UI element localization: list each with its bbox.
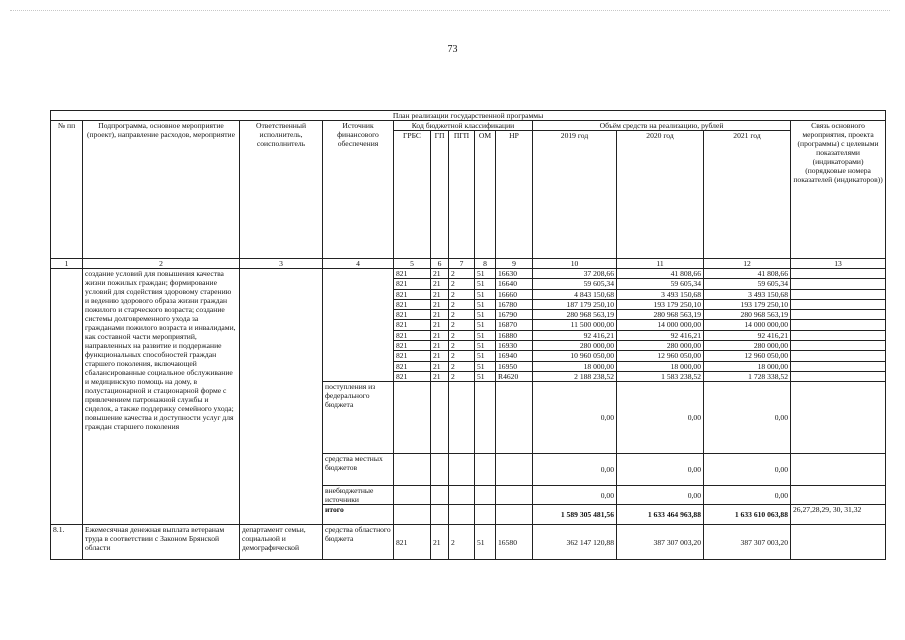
cell-grbs (394, 454, 431, 486)
cell-2021: 280 968 563,19 (704, 310, 791, 320)
col-number: 3 (240, 259, 323, 269)
cell-om: 51 (475, 371, 496, 381)
cell-grbs: 821 (394, 289, 431, 299)
cell-om: 51 (475, 299, 496, 309)
cell-2021: 18 000,00 (704, 361, 791, 371)
continued-description: создание условий для повышения качества жизни пожилых граждан; формирование условий для содействия здоровому старению и ведению здорового образа жизни граждан пожилого и старческого возраста; создание системы долговременного ухода за гражданами пожилого возраста и инвалидами, как составной части мероприятий, направленных на развитие и поддержание функциональных способностей граждан старшего поколения, включающей сбалансированные социальное обслуживание и медицинскую помощь на дому, в полустационарной и стационарной форме с привлечением патронажной службы и сиделок, а также поддержку семейного ухода; повышение качества и доступности услуг для граждан старшего поколения (83, 269, 240, 525)
cell-link (791, 320, 886, 330)
cell-2020: 92 416,21 (617, 330, 704, 340)
cell-gp (431, 382, 449, 454)
item-number (51, 269, 83, 525)
cell-2021: 59 605,34 (704, 279, 791, 289)
cell-grbs: 821 (394, 371, 431, 381)
cell-gp (431, 505, 449, 525)
header-budget-code: Код бюджетной классификации (394, 121, 533, 131)
cell-source: поступления из федерального бюджета (323, 382, 394, 454)
cell-link (791, 341, 886, 351)
cell-2019: 1 589 305 481,56 (533, 505, 617, 525)
cell-pgp (449, 454, 475, 486)
cell-2021: 41 808,66 (704, 269, 791, 279)
cell-2019: 362 147 120,88 (533, 525, 617, 560)
cell-grbs (394, 382, 431, 454)
cell-2021: 0,00 (704, 454, 791, 486)
cell-pgp: 2 (449, 269, 475, 279)
cell-2019: 92 416,21 (533, 330, 617, 340)
header-volume: Объём средств на реализацию, рублей (533, 121, 791, 131)
header-2020: 2020 год (617, 131, 704, 259)
scan-artifact-line (10, 10, 890, 15)
cell-2019: 280 968 563,19 (533, 310, 617, 320)
cell-om: 51 (475, 351, 496, 361)
cell-grbs (394, 505, 431, 525)
cell-2020: 280 000,00 (617, 341, 704, 351)
header-om: ОМ (475, 131, 496, 259)
cell-source: итого (323, 505, 394, 525)
cell-2020: 14 000 000,00 (617, 320, 704, 330)
col-number: 7 (449, 259, 475, 269)
cell-2019: 0,00 (533, 486, 617, 505)
cell-2021: 3 493 150,68 (704, 289, 791, 299)
cell-link (791, 279, 886, 289)
cell-om (475, 486, 496, 505)
cell-2020: 12 960 050,00 (617, 351, 704, 361)
cell-2020: 0,00 (617, 454, 704, 486)
cell-2020: 59 605,34 (617, 279, 704, 289)
cell-link (791, 525, 886, 560)
cell-grbs: 821 (394, 269, 431, 279)
cell-gp: 21 (431, 320, 449, 330)
cell-pgp: 2 (449, 320, 475, 330)
item-responsible (240, 269, 323, 525)
cell-gp (431, 486, 449, 505)
cell-np: 16630 (496, 269, 533, 279)
cell-gp: 21 (431, 310, 449, 320)
header-grbs: ГРБС (394, 131, 431, 259)
plan-table (50, 110, 886, 560)
cell-link: 26,27,28,29, 30, 31,32 (791, 505, 886, 525)
cell-2019: 4 843 150,68 (533, 289, 617, 299)
table-title: План реализации государственной программы (51, 111, 886, 121)
cell-np (496, 454, 533, 486)
cell-link (791, 454, 886, 486)
cell-2020: 193 179 250,10 (617, 299, 704, 309)
cell-om: 51 (475, 361, 496, 371)
cell-2021: 280 000,00 (704, 341, 791, 351)
cell-np (496, 382, 533, 454)
cell-2021: 12 960 050,00 (704, 351, 791, 361)
cell-grbs: 821 (394, 351, 431, 361)
cell-om (475, 382, 496, 454)
cell-grbs: 821 (394, 310, 431, 320)
cell-grbs (394, 486, 431, 505)
cell-gp: 21 (431, 371, 449, 381)
cell-np: 16660 (496, 289, 533, 299)
col-number: 6 (431, 259, 449, 269)
cell-2019: 2 188 238,52 (533, 371, 617, 381)
cell-2021: 92 416,21 (704, 330, 791, 340)
cell-2020: 41 808,66 (617, 269, 704, 279)
cell-gp (431, 454, 449, 486)
cell-2021: 1 633 610 063,88 (704, 505, 791, 525)
cell-link (791, 361, 886, 371)
cell-2019: 10 960 050,00 (533, 351, 617, 361)
cell-2020: 0,00 (617, 382, 704, 454)
cell-pgp (449, 486, 475, 505)
cell-np: R4620 (496, 371, 533, 381)
cell-grbs: 821 (394, 299, 431, 309)
cell-np: 16580 (496, 525, 533, 560)
cell-np: 16870 (496, 320, 533, 330)
cell-gp: 21 (431, 299, 449, 309)
cell-2020: 280 968 563,19 (617, 310, 704, 320)
cell-om: 51 (475, 320, 496, 330)
cell-link (791, 351, 886, 361)
cell-grbs: 821 (394, 361, 431, 371)
cell-grbs: 821 (394, 320, 431, 330)
cell-np (496, 486, 533, 505)
item-source: средства областного бюджета (323, 525, 394, 560)
cell-link (791, 289, 886, 299)
cell-2019: 59 605,34 (533, 279, 617, 289)
cell-2021: 14 000 000,00 (704, 320, 791, 330)
col-number: 9 (496, 259, 533, 269)
header-source: Источник финансового обеспечения (323, 121, 394, 259)
col-number: 1 (51, 259, 83, 269)
col-number: 4 (323, 259, 394, 269)
cell-om (475, 454, 496, 486)
cell-om: 51 (475, 330, 496, 340)
cell-pgp: 2 (449, 330, 475, 340)
cell-link (791, 330, 886, 340)
cell-om: 51 (475, 269, 496, 279)
cell-2019: 280 000,00 (533, 341, 617, 351)
cell-2021: 387 307 003,20 (704, 525, 791, 560)
header-pgp: ПГП (449, 131, 475, 259)
cell-pgp: 2 (449, 310, 475, 320)
cell-gp: 21 (431, 351, 449, 361)
cell-2020: 387 307 003,20 (617, 525, 704, 560)
cell-2021: 193 179 250,10 (704, 299, 791, 309)
cell-link (791, 371, 886, 381)
header-gp: ГП (431, 131, 449, 259)
page-number: 73 (447, 44, 458, 55)
cell-2020: 0,00 (617, 486, 704, 505)
header-subprogram: Подпрограмма, основное мероприятие (проект), направление расходов, мероприятие (83, 121, 240, 259)
cell-link (791, 299, 886, 309)
cell-np: 16930 (496, 341, 533, 351)
col-number: 8 (475, 259, 496, 269)
cell-link (791, 486, 886, 505)
cell-gp: 21 (431, 279, 449, 289)
cell-pgp: 2 (449, 525, 475, 560)
cell-link (791, 310, 886, 320)
cell-grbs: 821 (394, 525, 431, 560)
cell-2019: 11 500 000,00 (533, 320, 617, 330)
cell-pgp (449, 382, 475, 454)
item-number: 8.1. (51, 525, 83, 560)
cell-gp: 21 (431, 341, 449, 351)
cell-2019: 187 179 250,10 (533, 299, 617, 309)
cell-om: 51 (475, 289, 496, 299)
cell-link (791, 269, 886, 279)
cell-2019: 37 208,66 (533, 269, 617, 279)
cell-2019: 18 000,00 (533, 361, 617, 371)
cell-np: 16640 (496, 279, 533, 289)
header-responsible: Ответственный исполнитель, соисполнитель (240, 121, 323, 259)
cell-om: 51 (475, 279, 496, 289)
header-np: НР (496, 131, 533, 259)
table-body (51, 269, 886, 525)
cell-np (496, 505, 533, 525)
col-number: 11 (617, 259, 704, 269)
cell-gp: 21 (431, 269, 449, 279)
cell-source: средства местных бюджетов (323, 454, 394, 486)
cell-2020: 1 583 238,52 (617, 371, 704, 381)
cell-pgp: 2 (449, 341, 475, 351)
cell-np: 16940 (496, 351, 533, 361)
cell-gp: 21 (431, 289, 449, 299)
cell-pgp (449, 505, 475, 525)
cell-2021: 0,00 (704, 486, 791, 505)
cell-pgp: 2 (449, 279, 475, 289)
cell-np: 16880 (496, 330, 533, 340)
cell-link (791, 382, 886, 454)
col-number: 13 (791, 259, 886, 269)
col-number: 5 (394, 259, 431, 269)
cell-pgp: 2 (449, 361, 475, 371)
cell-grbs: 821 (394, 279, 431, 289)
cell-2020: 1 633 464 963,88 (617, 505, 704, 525)
cell-source: внебюджетные источники (323, 486, 394, 505)
cell-gp: 21 (431, 525, 449, 560)
cell-pgp: 2 (449, 299, 475, 309)
cell-pgp: 2 (449, 351, 475, 361)
cell-2019: 0,00 (533, 454, 617, 486)
col-number: 2 (83, 259, 240, 269)
cell-2021: 0,00 (704, 382, 791, 454)
cell-2019: 0,00 (533, 382, 617, 454)
item-name: Ежемесячная денежная выплата ветеранам труда в соответствии с Законом Брянской области (83, 525, 240, 560)
cell-om: 51 (475, 341, 496, 351)
cell-2020: 18 000,00 (617, 361, 704, 371)
cell-om: 51 (475, 310, 496, 320)
header-2021: 2021 год (704, 131, 791, 259)
item-responsible: департамент семьи, социальной и демографической (240, 525, 323, 560)
header-2019: 2019 год (533, 131, 617, 259)
cell-pgp: 2 (449, 371, 475, 381)
col-number: 12 (704, 259, 791, 269)
cell-om (475, 505, 496, 525)
header-link: Связь основного мероприятия, проекта (программы) с целевыми показателями (индикаторами) (порядковые номера показателей (индикаторов)) (791, 121, 886, 259)
cell-np: 16780 (496, 299, 533, 309)
table-row (51, 269, 886, 279)
cell-om: 51 (475, 525, 496, 560)
col-number: 10 (533, 259, 617, 269)
cell-2021: 1 728 338,52 (704, 371, 791, 381)
cell-gp: 21 (431, 330, 449, 340)
header-no: № пп (51, 121, 83, 259)
cell-grbs: 821 (394, 330, 431, 340)
cell-pgp: 2 (449, 289, 475, 299)
cell-grbs: 821 (394, 341, 431, 351)
cell-np: 16790 (496, 310, 533, 320)
cell-2020: 3 493 150,68 (617, 289, 704, 299)
item-source (323, 269, 394, 382)
cell-gp: 21 (431, 361, 449, 371)
cell-np: 16950 (496, 361, 533, 371)
